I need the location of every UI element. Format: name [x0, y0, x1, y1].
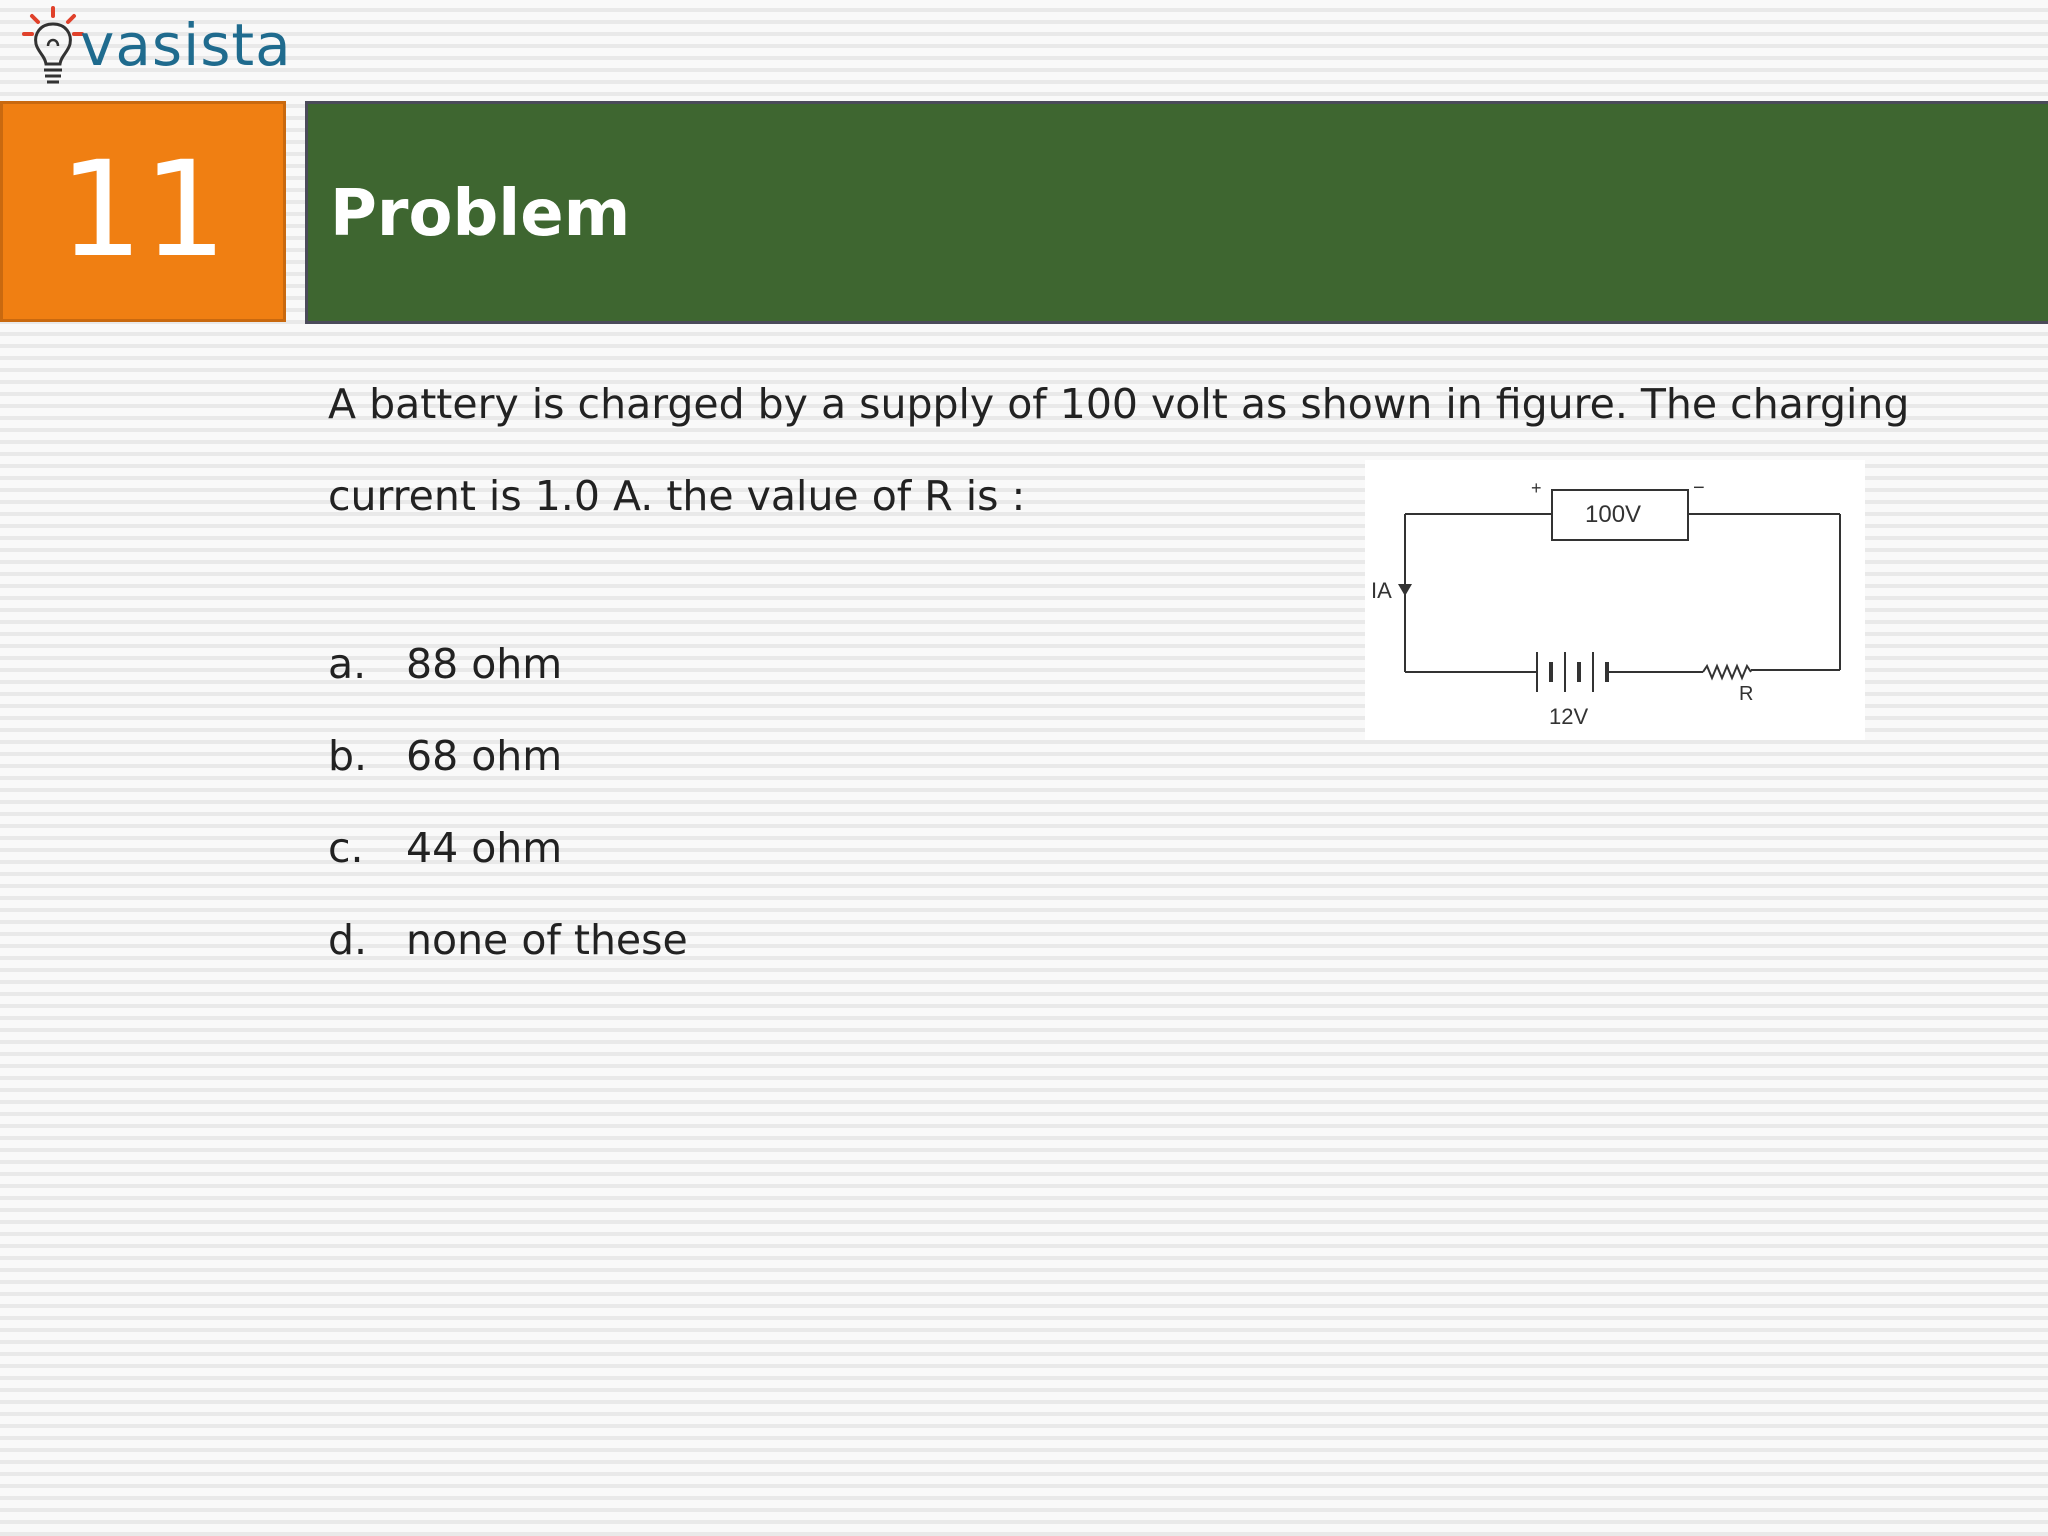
option-c	[328, 802, 688, 894]
option-text: none of these	[406, 916, 688, 964]
plus-sign: +	[1531, 478, 1542, 498]
slide-number: 11	[59, 133, 227, 287]
option-text: 68 ohm	[406, 732, 563, 780]
question-text: A battery is charged by a supply of 100 volt as shown in figure. The charging current is 1.0 A. the value of R is :	[328, 380, 1910, 520]
option-b	[328, 710, 688, 802]
lightbulb-icon	[18, 2, 88, 94]
option-text: 44 ohm	[406, 824, 563, 872]
supply-label: 100V	[1585, 501, 1642, 528]
minus-sign: −	[1693, 477, 1705, 499]
current-arrow-icon	[1398, 584, 1412, 596]
battery-label: 12V	[1549, 704, 1589, 729]
option-d	[328, 894, 688, 986]
current-label: IA	[1371, 578, 1392, 603]
option-a	[328, 618, 688, 710]
logo-text: vasista	[80, 11, 292, 79]
answer-options	[328, 618, 688, 986]
option-marker: a.	[328, 640, 367, 688]
title-bar	[305, 101, 2048, 324]
resistor	[1703, 666, 1751, 678]
vasista-logo	[18, 2, 292, 94]
circuit-diagram	[1365, 460, 1865, 740]
resistor-label: R	[1739, 683, 1754, 705]
option-marker: c.	[328, 824, 364, 872]
slide-number-box	[0, 101, 286, 322]
option-text: 88 ohm	[406, 640, 563, 688]
option-marker: d.	[328, 916, 368, 964]
option-marker: b.	[328, 732, 368, 780]
slide-title: Problem	[330, 177, 631, 251]
